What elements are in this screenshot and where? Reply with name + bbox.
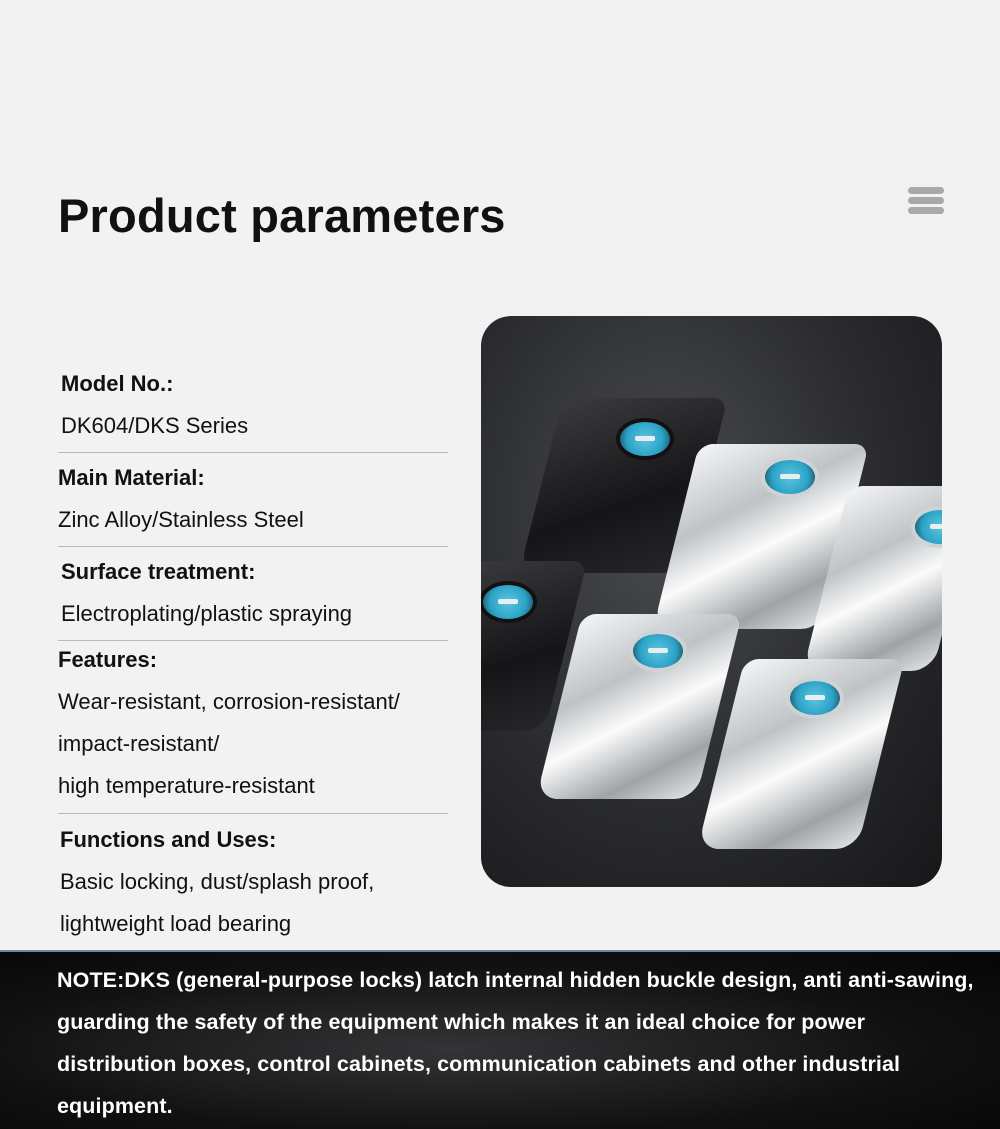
param-functions xyxy=(58,819,458,945)
param-label: Model No.: xyxy=(61,371,174,396)
param-features xyxy=(58,639,458,807)
param-value: Zinc Alloy/Stainless Steel xyxy=(58,507,304,532)
param-value: DK604/DKS Series xyxy=(61,413,249,438)
note-text: NOTE:DKS (general-purpose locks) latch internal hidden buckle design, anti anti-sawing, guarding the safety of the equipment which makes it an ideal choice for power distribution boxes, control cabinets, communication cabinets and other industrial equipment. xyxy=(57,968,974,1118)
note-banner xyxy=(0,950,1000,1129)
latch-chrome xyxy=(721,659,881,849)
param-value: Basic locking, dust/splash proof, xyxy=(60,869,375,894)
param-value: impact-resistant/ xyxy=(58,731,220,756)
param-value: lightweight load bearing xyxy=(60,911,292,936)
param-value: high temperature-resistant xyxy=(58,773,315,798)
param-value: Electroplating/plastic spraying xyxy=(61,601,353,626)
param-label: Surface treatment: xyxy=(61,559,256,584)
page-title: Product parameters xyxy=(58,189,506,242)
param-material xyxy=(58,457,458,541)
divider xyxy=(58,813,448,814)
param-value: Wear-resistant, corrosion-resistant/ xyxy=(58,689,400,714)
latch-chrome xyxy=(559,614,719,799)
latch-chrome xyxy=(826,486,942,671)
param-label: Functions and Uses: xyxy=(60,827,277,852)
param-label: Features: xyxy=(58,647,158,672)
divider xyxy=(58,546,448,547)
param-surface xyxy=(58,551,458,635)
latch-black xyxy=(481,561,566,731)
divider xyxy=(58,452,448,453)
hamburger-menu-icon[interactable] xyxy=(908,187,944,217)
product-photo xyxy=(481,316,942,887)
param-label: Main Material: xyxy=(58,465,205,490)
param-model xyxy=(58,363,458,447)
